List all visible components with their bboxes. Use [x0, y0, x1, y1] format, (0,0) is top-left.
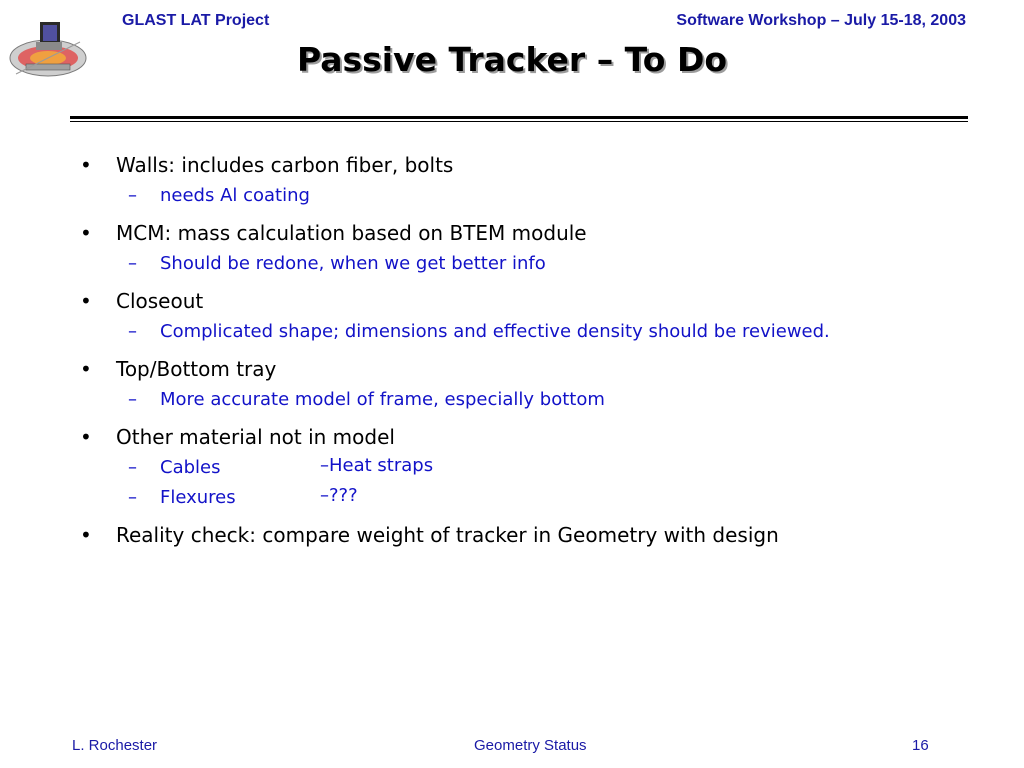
bullet-text: Reality check: compare weight of tracker in Geometry with design [116, 523, 779, 547]
page-title: Passive Tracker – To Do [296, 40, 728, 79]
sub-bullet-marker: – [128, 253, 137, 274]
sub-bullet-marker: – [128, 487, 137, 508]
bullet-text: MCM: mass calculation based on BTEM module [116, 221, 587, 245]
sub-bullet-marker: – [128, 457, 137, 478]
sub-bullet-text: Should be redone, when we get better info [160, 253, 546, 274]
sub-bullet-item [80, 484, 980, 512]
bullet-marker: • [80, 153, 92, 177]
bullet-marker: • [80, 357, 92, 381]
sub-bullet-text: Flexures [160, 487, 236, 508]
sub-bullet-text: Cables [160, 457, 221, 478]
bullet-item [80, 354, 980, 384]
sub-bullet-marker: – [128, 185, 137, 206]
sub-bullet-item [80, 250, 980, 278]
title-divider [70, 116, 968, 119]
footer-author: L. Rochester [72, 737, 158, 754]
header-project-name: GLAST LAT Project [122, 12, 270, 29]
bullet-list [80, 150, 980, 550]
bullet-text: Top/Bottom tray [116, 357, 277, 381]
bullet-item [80, 218, 980, 248]
bullet-text: Closeout [116, 289, 204, 313]
sub-bullet-marker: – [128, 321, 137, 342]
sub-bullet-item [80, 454, 980, 482]
sub-bullet-text-right: –Heat straps [320, 455, 434, 476]
bullet-marker: • [80, 221, 92, 245]
bullet-marker: • [80, 289, 92, 313]
sub-bullet-text: More accurate model of frame, especially bottom [160, 389, 605, 410]
footer-topic: Geometry Status [474, 737, 587, 754]
sub-bullet-item [80, 182, 980, 210]
bullet-marker: • [80, 523, 92, 547]
sub-bullet-text: needs Al coating [160, 185, 310, 206]
bullet-marker: • [80, 425, 92, 449]
sub-bullet-item [80, 386, 980, 414]
sub-bullet-marker: – [128, 389, 137, 410]
bullet-text: Other material not in model [116, 425, 395, 449]
sub-bullet-text: Complicated shape; dimensions and effective density should be reviewed. [160, 321, 830, 342]
bullet-item [80, 286, 980, 316]
bullet-text: Walls: includes carbon fiber, bolts [116, 153, 454, 177]
title-divider-thin [70, 121, 968, 122]
footer-page-number: 16 [912, 737, 929, 754]
bullet-item [80, 150, 980, 180]
bullet-item [80, 520, 980, 550]
header-workshop-date: Software Workshop – July 15-18, 2003 [676, 12, 966, 29]
sub-bullet-text-right: –??? [320, 485, 358, 506]
sub-bullet-item [80, 318, 880, 346]
bullet-item [80, 422, 980, 452]
